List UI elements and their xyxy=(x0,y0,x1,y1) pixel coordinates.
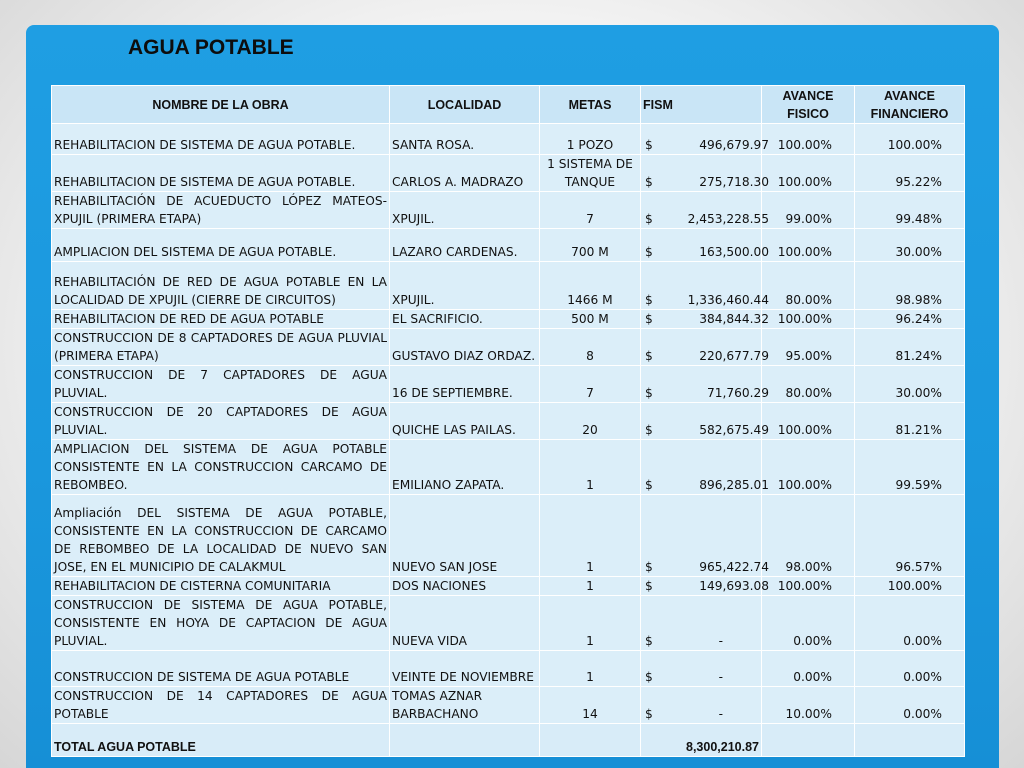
cell-obra: REHABILITACION DE SISTEMA DE AGUA POTABLE. xyxy=(52,124,390,155)
currency-symbol: $ xyxy=(645,386,653,400)
table-row xyxy=(52,155,965,192)
cell-fism xyxy=(641,687,762,724)
fism-amount: 965,422.74 xyxy=(699,560,769,574)
cell-avance-financiero: 30.00% xyxy=(855,229,965,262)
cell-fism xyxy=(641,403,769,440)
cell-fism xyxy=(641,596,762,651)
table-row xyxy=(52,229,965,262)
cell-metas: 20 xyxy=(540,403,641,440)
cell-avance-fisico: 80.00% xyxy=(762,262,855,310)
cell-avance-financiero: 0.00% xyxy=(855,596,965,651)
cell-obra: Ampliación DEL SISTEMA DE AGUA POTABLE, CONSISTENTE EN LA CONSTRUCCION DE CARCAMO DE REBOMBEO DE LA LOCALIDAD DE NUEVO SAN JOSE, EN EL MUNICIPIO DE CALAKMUL xyxy=(52,495,390,577)
header-fism: FISM xyxy=(641,86,762,124)
cell-metas: 700 M xyxy=(540,229,641,262)
currency-symbol: $ xyxy=(645,245,653,259)
cell-localidad: EL SACRIFICIO. xyxy=(390,310,540,329)
currency-symbol: $ xyxy=(645,478,653,492)
cell-localidad: NUEVO SAN JOSE xyxy=(390,495,540,577)
currency-symbol: $ xyxy=(645,349,653,363)
cell-fism xyxy=(641,155,769,192)
cell-avance-fisico: 100.00% xyxy=(762,155,855,192)
cell-metas: 1 xyxy=(540,495,641,577)
cell-localidad: VEINTE DE NOVIEMBRE xyxy=(390,651,540,687)
fism-amount: 71,760.29 xyxy=(706,386,769,400)
cell-obra: AMPLIACION DEL SISTEMA DE AGUA POTABLE. xyxy=(52,229,390,262)
cell-localidad: DOS NACIONES xyxy=(390,577,540,596)
table-row xyxy=(52,577,965,596)
cell-avance-financiero: 30.00% xyxy=(855,366,965,403)
fism-amount: 275,718.30 xyxy=(699,175,769,189)
table-row xyxy=(52,262,965,310)
currency-symbol: $ xyxy=(645,212,653,226)
cell-obra: CONSTRUCCION DE 20 CAPTADORES DE AGUA PLUVIAL. xyxy=(52,403,390,440)
cell-avance-fisico: 100.00% xyxy=(762,577,855,596)
currency-symbol: $ xyxy=(645,579,653,593)
cell-fism xyxy=(641,495,769,577)
table-row xyxy=(52,687,965,724)
currency-symbol: $ xyxy=(645,138,653,152)
cell-localidad: NUEVA VIDA xyxy=(390,596,540,651)
cell-fism xyxy=(641,124,769,155)
cell-obra: CONSTRUCCION DE 8 CAPTADORES DE AGUA PLUVIAL (PRIMERA ETAPA) xyxy=(52,329,390,366)
obras-table xyxy=(51,85,965,757)
total-empty-cell xyxy=(390,724,540,757)
cell-metas: 1 xyxy=(540,440,641,495)
cell-metas: 1 xyxy=(540,651,641,687)
cell-avance-financiero: 96.24% xyxy=(855,310,965,329)
cell-localidad: CARLOS A. MADRAZO xyxy=(390,155,540,192)
cell-obra: REHABILITACION DE CISTERNA COMUNITARIA xyxy=(52,577,390,596)
currency-symbol: $ xyxy=(645,560,653,574)
cell-fism xyxy=(641,440,769,495)
currency-symbol: $ xyxy=(645,707,653,721)
currency-symbol: $ xyxy=(645,670,653,684)
cell-localidad: EMILIANO ZAPATA. xyxy=(390,440,540,495)
fism-amount: 384,844.32 xyxy=(699,312,769,326)
currency-symbol: $ xyxy=(645,312,653,326)
total-empty-cell xyxy=(762,724,855,757)
cell-obra: CONSTRUCCION DE 14 CAPTADORES DE AGUA POTABLE xyxy=(52,687,390,724)
cell-avance-financiero: 0.00% xyxy=(855,687,965,724)
table-row xyxy=(52,310,965,329)
header-avance-financiero: AVANCE FINANCIERO xyxy=(855,86,965,124)
header-localidad: LOCALIDAD xyxy=(390,86,540,124)
table-row xyxy=(52,596,965,651)
cell-avance-financiero: 100.00% xyxy=(855,124,965,155)
cell-avance-fisico: 95.00% xyxy=(762,329,855,366)
cell-avance-financiero: 99.48% xyxy=(855,192,965,229)
cell-obra: CONSTRUCCION DE 7 CAPTADORES DE AGUA PLUVIAL. xyxy=(52,366,390,403)
fism-amount: 896,285.01 xyxy=(699,478,769,492)
cell-fism xyxy=(641,229,769,262)
cell-fism xyxy=(641,366,769,403)
cell-avance-financiero: 98.98% xyxy=(855,262,965,310)
table-row xyxy=(52,329,965,366)
cell-fism xyxy=(641,262,769,310)
cell-obra: AMPLIACION DEL SISTEMA DE AGUA POTABLE CONSISTENTE EN LA CONSTRUCCION CARCAMO DE REBOMBEO. xyxy=(52,440,390,495)
cell-fism xyxy=(641,310,769,329)
cell-metas: 7 xyxy=(540,192,641,229)
header-obra: NOMBRE DE LA OBRA xyxy=(52,86,390,124)
table-row xyxy=(52,651,965,687)
cell-metas: 1 POZO xyxy=(540,124,641,155)
table-row xyxy=(52,366,965,403)
fism-amount: 163,500.00 xyxy=(699,245,769,259)
cell-avance-financiero: 81.21% xyxy=(855,403,965,440)
cell-localidad: QUICHE LAS PAILAS. xyxy=(390,403,540,440)
cell-metas: 1 xyxy=(540,577,641,596)
cell-obra: CONSTRUCCION DE SISTEMA DE AGUA POTABLE, CONSISTENTE EN HOYA DE CAPTACION DE AGUA PLUVIAL. xyxy=(52,596,390,651)
total-empty-cell xyxy=(855,724,965,757)
table-row xyxy=(52,440,965,495)
cell-avance-financiero: 99.59% xyxy=(855,440,965,495)
cell-metas: 14 xyxy=(540,687,641,724)
currency-symbol: $ xyxy=(645,293,653,307)
fism-amount: - xyxy=(718,670,723,684)
fism-amount: 2,453,228.55 xyxy=(687,212,769,226)
cell-obra: REHABILITACION DE RED DE AGUA POTABLE xyxy=(52,310,390,329)
cell-fism xyxy=(641,192,769,229)
cell-localidad: GUSTAVO DIAZ ORDAZ. xyxy=(390,329,540,366)
total-label: TOTAL AGUA POTABLE xyxy=(52,724,390,757)
cell-obra: CONSTRUCCION DE SISTEMA DE AGUA POTABLE xyxy=(52,651,390,687)
cell-metas: 8 xyxy=(540,329,641,366)
cell-avance-financiero: 81.24% xyxy=(855,329,965,366)
cell-avance-fisico: 0.00% xyxy=(762,596,855,651)
total-row xyxy=(52,724,965,757)
total-empty-cell xyxy=(540,724,641,757)
currency-symbol: $ xyxy=(645,175,653,189)
cell-avance-financiero: 100.00% xyxy=(855,577,965,596)
cell-avance-fisico: 100.00% xyxy=(762,440,855,495)
cell-avance-fisico: 98.00% xyxy=(762,495,855,577)
cell-localidad: XPUJIL. xyxy=(390,262,540,310)
cell-metas: 1 SISTEMA DE TANQUE xyxy=(540,155,641,192)
cell-fism xyxy=(641,329,769,366)
header-metas: METAS xyxy=(540,86,641,124)
cell-fism xyxy=(641,577,769,596)
cell-avance-fisico: 80.00% xyxy=(762,366,855,403)
table-header-row xyxy=(52,86,965,124)
fism-amount: - xyxy=(718,634,723,648)
cell-avance-fisico: 100.00% xyxy=(762,229,855,262)
fism-amount: 582,675.49 xyxy=(699,423,769,437)
table-row xyxy=(52,124,965,155)
cell-avance-fisico: 99.00% xyxy=(762,192,855,229)
cell-localidad: SANTA ROSA. xyxy=(390,124,540,155)
fism-amount: 1,336,460.44 xyxy=(687,293,769,307)
fism-amount: 220,677.79 xyxy=(699,349,769,363)
cell-metas: 1 xyxy=(540,596,641,651)
cell-obra: REHABILITACION DE SISTEMA DE AGUA POTABLE. xyxy=(52,155,390,192)
cell-avance-fisico: 100.00% xyxy=(762,310,855,329)
fism-amount: 496,679.97 xyxy=(699,138,769,152)
fism-amount: 149,693.08 xyxy=(699,579,769,593)
cell-avance-fisico: 100.00% xyxy=(762,124,855,155)
cell-fism xyxy=(641,651,762,687)
cell-metas: 7 xyxy=(540,366,641,403)
cell-avance-fisico: 0.00% xyxy=(762,651,855,687)
header-avance-fisico: AVANCE FISICO xyxy=(762,86,855,124)
table-row xyxy=(52,403,965,440)
cell-localidad: 16 DE SEPTIEMBRE. xyxy=(390,366,540,403)
cell-obra: REHABILITACIÓN DE RED DE AGUA POTABLE EN LA LOCALIDAD DE XPUJIL (CIERRE DE CIRCUITOS) xyxy=(52,262,390,310)
table-row xyxy=(52,192,965,229)
cell-localidad: LAZARO CARDENAS. xyxy=(390,229,540,262)
currency-symbol: $ xyxy=(645,634,653,648)
cell-avance-fisico: 10.00% xyxy=(762,687,855,724)
cell-avance-financiero: 95.22% xyxy=(855,155,965,192)
cell-obra: REHABILITACIÓN DE ACUEDUCTO LÓPEZ MATEOS-XPUJIL (PRIMERA ETAPA) xyxy=(52,192,390,229)
fism-amount: - xyxy=(718,707,723,721)
slide-title: AGUA POTABLE xyxy=(128,36,294,59)
cell-localidad: TOMAS AZNAR BARBACHANO xyxy=(390,687,540,724)
cell-metas: 1466 M xyxy=(540,262,641,310)
cell-avance-fisico: 100.00% xyxy=(762,403,855,440)
cell-avance-financiero: 0.00% xyxy=(855,651,965,687)
cell-metas: 500 M xyxy=(540,310,641,329)
table-row xyxy=(52,495,965,577)
cell-avance-financiero: 96.57% xyxy=(855,495,965,577)
cell-localidad: XPUJIL. xyxy=(390,192,540,229)
currency-symbol: $ xyxy=(645,423,653,437)
total-amount: 8,300,210.87 xyxy=(641,724,762,757)
